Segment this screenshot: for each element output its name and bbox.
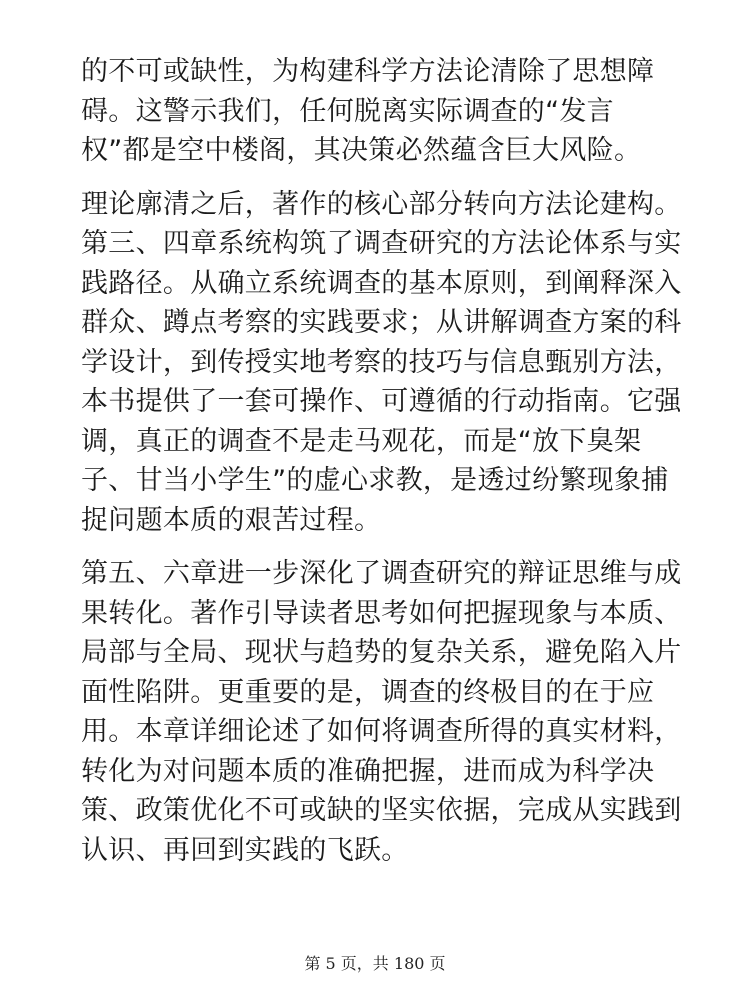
text-line: 碍。这警示我们，任何脱离实际调查的“发言 xyxy=(81,95,614,127)
text-line: 践路径。从确立系统调查的基本原则，到阐释深入 xyxy=(81,267,682,299)
text-line: 面性陷阱。更重要的是，调查的终极目的在于应 xyxy=(81,676,655,708)
text-line: 子、甘当小学生”的虚心求教，是透过纷繁现象捕 xyxy=(81,465,669,496)
text-line: 认识、再回到实践的飞跃。 xyxy=(81,834,409,866)
paragraph-2 xyxy=(81,185,690,541)
text-line: 权”都是空中楼阁，其决策必然蕴含巨大风险。 xyxy=(81,135,642,166)
text-line: 调，真正的调查不是走马观花，而是“放下臭架 xyxy=(81,425,642,457)
text-line: 学设计，到传授实地考察的技巧与信息甄别方法， xyxy=(81,346,682,378)
paragraph-1 xyxy=(81,52,690,171)
text-line: 理论廓清之后，著作的核心部分转向方法论建构。 xyxy=(81,188,682,220)
text-line: 用。本章详细论述了如何将调查所得的真实材料， xyxy=(81,716,682,747)
text-line: 捉问题本质的艰苦过程。 xyxy=(81,504,382,536)
text-line: 第五、六章进一步深化了调查研究的辩证思维与成 xyxy=(81,558,682,589)
text-line: 果转化。著作引导读者思考如何把握现象与本质、 xyxy=(81,597,682,629)
text-line: 群众、蹲点考察的实践要求；从讲解调查方案的科 xyxy=(81,307,682,338)
text-line: 本书提供了一套可操作、可遵循的行动指南。它强 xyxy=(81,386,682,417)
page-number-footer: 第 5 页，共 180 页 xyxy=(304,954,446,973)
text-line: 策、政策优化不可或缺的坚实依据，完成从实践到 xyxy=(81,795,682,826)
text-line: 的不可或缺性，为构建科学方法论清除了思想障 xyxy=(81,56,655,87)
paragraph-3 xyxy=(81,554,690,870)
text-line: 第三、四章系统构筑了调查研究的方法论体系与实 xyxy=(81,228,682,259)
text-line: 局部与全局、现状与趋势的复杂关系，避免陷入片 xyxy=(81,637,682,668)
text-line: 转化为对问题本质的准确把握，进而成为科学决 xyxy=(81,755,655,787)
